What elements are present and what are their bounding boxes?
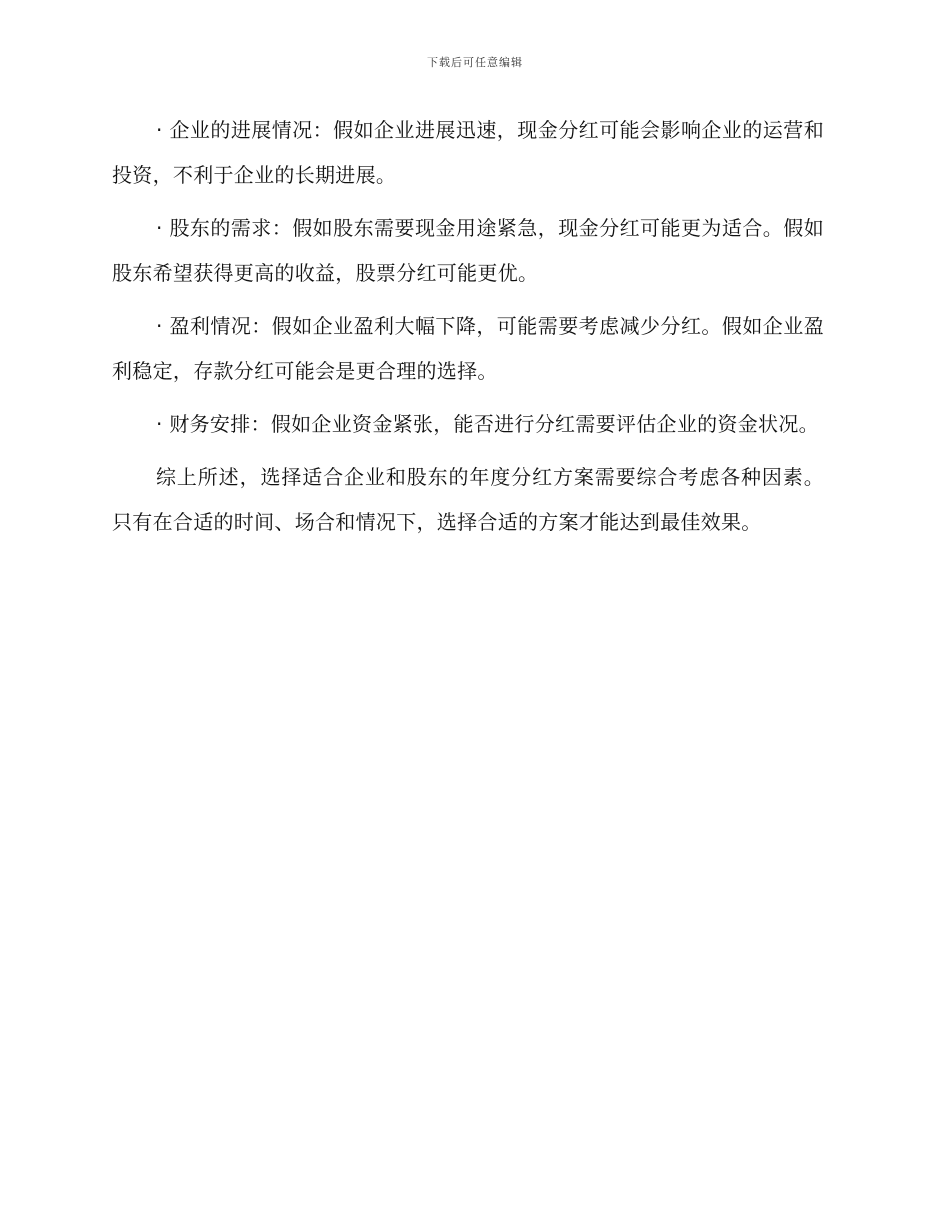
paragraph-shareholder-needs: · 股东的需求：假如股东需要现金用途紧急，现金分红可能更为适合。假如股东希望获得更高的收益，股票分红可能更优。 <box>112 216 824 285</box>
paragraph-profit-situation: · 盈利情况：假如企业盈利大幅下降，可能需要考虑减少分红。假如企业盈利稳定，存款分红可能会是更合理的选择。 <box>112 314 824 383</box>
paragraph-company-development: · 企业的进展情况：假如企业进展迅速，现金分红可能会影响企业的运营和投资，不利于企业的长期进展。 <box>112 118 824 187</box>
paragraph-conclusion: 综上所述，选择适合企业和股东的年度分红方案需要综合考虑各种因素。只有在合适的时间、场合和情况下，选择合适的方案才能达到最佳效果。 <box>112 465 824 534</box>
page-header: 下载后可任意编辑 <box>427 56 523 69</box>
paragraph-financial-arrangement: · 财务安排：假如企业资金紧张，能否进行分红需要评估企业的资金状况。 <box>156 412 819 436</box>
document-body <box>112 108 824 553</box>
